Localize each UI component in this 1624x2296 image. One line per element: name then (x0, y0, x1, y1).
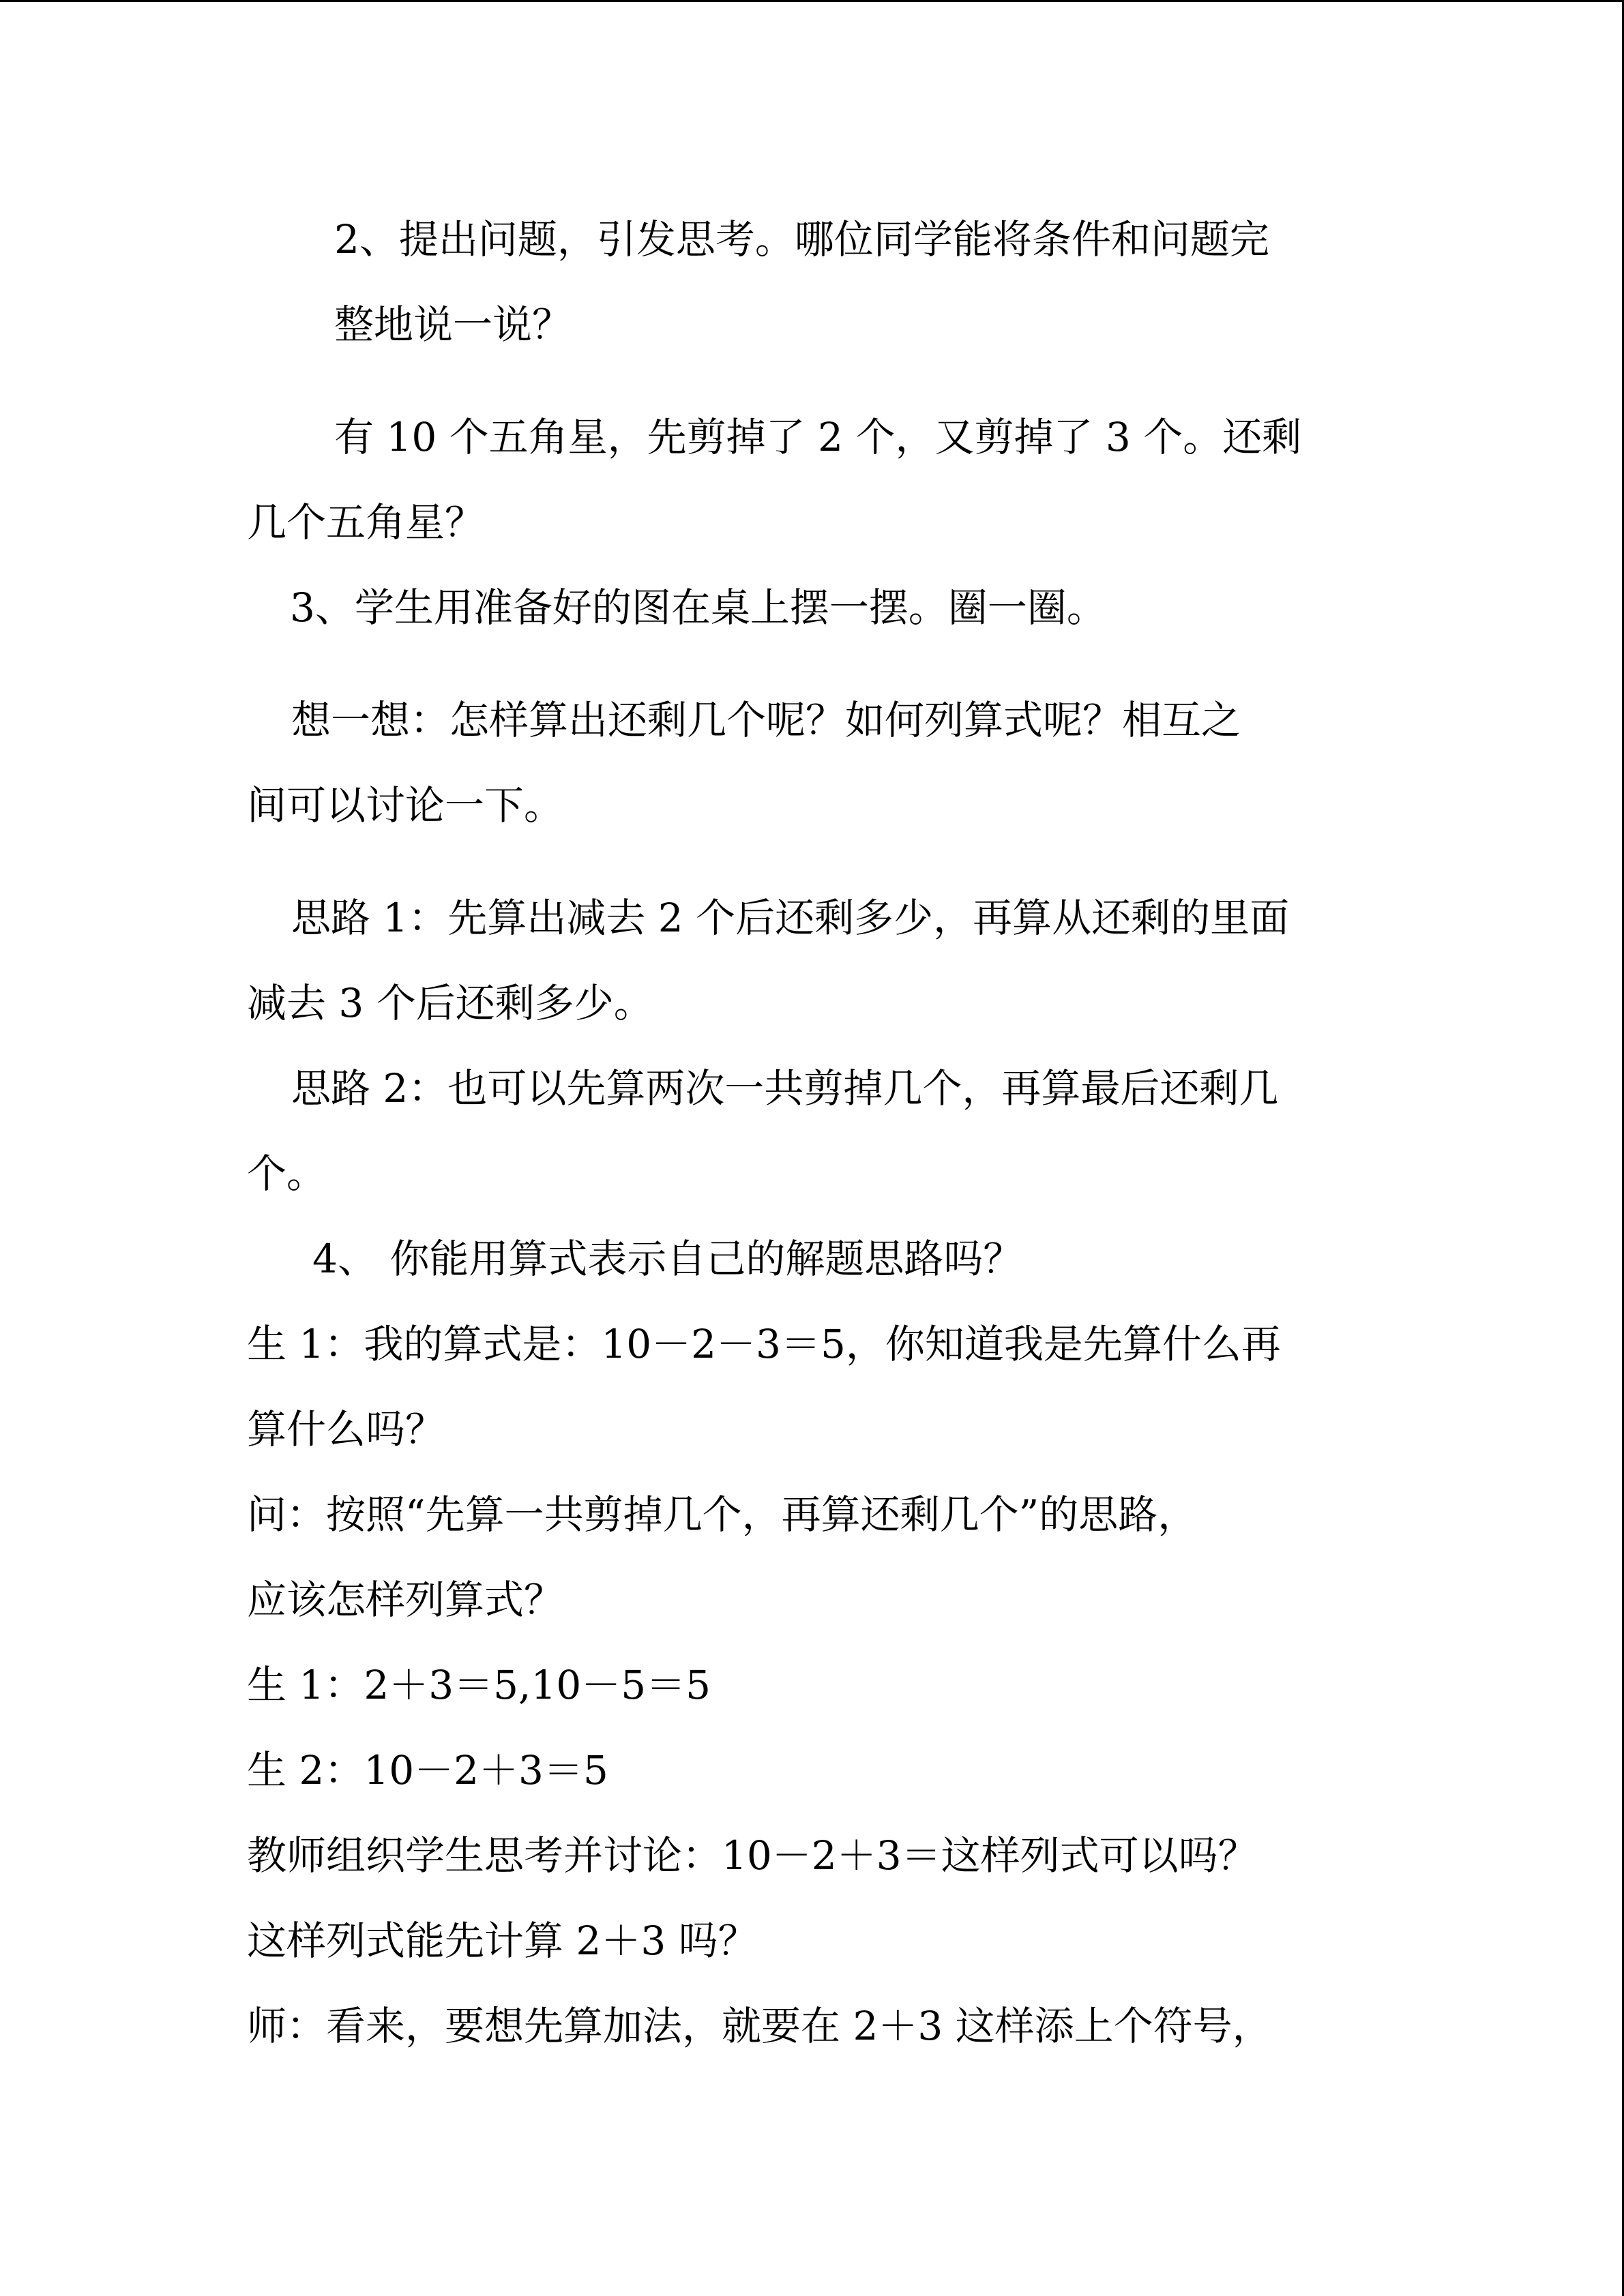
text-line: 这样列式能先计算 2＋3 吗？ (247, 1918, 758, 1964)
text-line: 3、学生用准备好的图在桌上摆一摆。圈一圈。 (290, 584, 1106, 631)
text-line: 问：按照“先算一共剪掉几个，再算还剩几个”的思路， (247, 1491, 1198, 1538)
text-line: 师：看来，要想先算加法，就要在 2＋3 这样添上个符号， (247, 2003, 1272, 2049)
page-border-top (0, 0, 1624, 2)
text-line: 应该怎样列算式？ (247, 1577, 564, 1623)
text-line: 生 2：10－2＋3＝5 (247, 1747, 608, 1793)
text-line: 整地说一说？ (334, 301, 572, 348)
text-line: 2、提出问题，引发思考。哪位同学能将条件和问题完 (334, 216, 1269, 263)
text-line: 思路 1：先算出减去 2 个后还剩多少，再算从还剩的里面 (291, 895, 1290, 941)
text-line: 个。 (247, 1150, 327, 1197)
text-line: 想一想：怎样算出还剩几个呢？如何列算式呢？相互之 (291, 697, 1241, 743)
text-line: 生 1：我的算式是：10－2－3＝5，你知道我是先算什么再 (247, 1321, 1281, 1367)
text-line: 教师组织学生思考并讨论：10－2＋3＝这样列式可以吗？ (247, 1832, 1258, 1879)
text-line: 间可以讨论一下。 (247, 782, 564, 829)
text-line: 有 10 个五角星，先剪掉了 2 个，又剪掉了 3 个。还剩 (334, 414, 1302, 460)
text-line: 几个五角星？ (247, 499, 485, 546)
text-line: 思路 2：也可以先算两次一共剪掉几个，再算最后还剩几 (291, 1065, 1279, 1112)
text-line: 4、 你能用算式表示自己的解题思路吗？ (312, 1236, 1023, 1282)
text-line: 减去 3 个后还剩多少。 (247, 980, 653, 1026)
text-line: 生 1：2＋3＝5,10－5＝5 (247, 1662, 711, 1708)
text-line: 算什么吗？ (247, 1406, 445, 1452)
